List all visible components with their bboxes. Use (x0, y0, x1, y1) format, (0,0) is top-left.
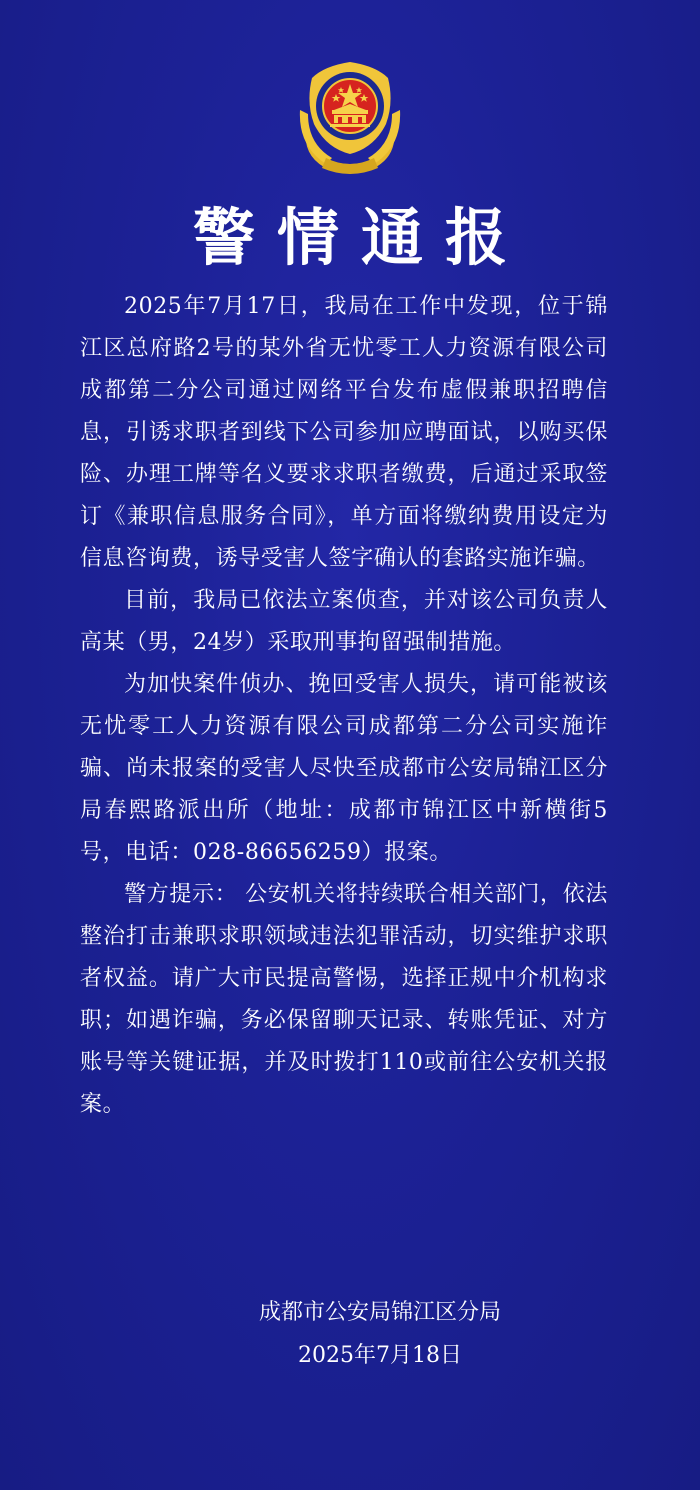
police-emblem-icon (296, 58, 404, 176)
notice-body (80, 286, 608, 1126)
signature-date: 2025年7月18日 (298, 1343, 462, 1368)
paragraph-warning: 警方提示： 公安机关将持续联合相关部门，依法整治打击兼职求职领域违法犯罪活动，切实维护求职者权益。请广大市民提高警惕，选择正规中介机构求职；如遇诈骗，务必保留聊天记录、转账凭证、对方账号等关键证据，并及时拨打110或前往公安机关报案。 (80, 882, 608, 1117)
paragraph-appeal: 为加快案件侦办、挽回受害人损失，请可能被该无忧零工人力资源有限公司成都第二分公司实施诈骗、尚未报案的受害人尽快至成都市公安局锦江区分局春熙路派出所（地址：成都市锦江区中新横街5号，电话：028-86656259）报案。 (80, 672, 608, 865)
paragraph-status: 目前，我局已依法立案侦查，并对该公司负责人高某（男，24岁）采取刑事拘留强制措施。 (80, 588, 608, 655)
paragraph-incident: 2025年7月17日，我局在工作中发现，位于锦江区总府路2号的某外省无忧零工人力资源有限公司成都第二分公司通过网络平台发布虚假兼职招聘信息，引诱求职者到线下公司参加应聘面试，以购买保险、办理工牌等名义要求求职者缴费，后通过采取签订《兼职信息服务合同》，单方面将缴纳费用设定为信息咨询费，诱导受害人签字确认的套路实施诈骗。 (80, 294, 608, 571)
signature-organization: 成都市公安局锦江区分局 (258, 1300, 501, 1325)
notice-title: 警情通报 (192, 201, 529, 274)
